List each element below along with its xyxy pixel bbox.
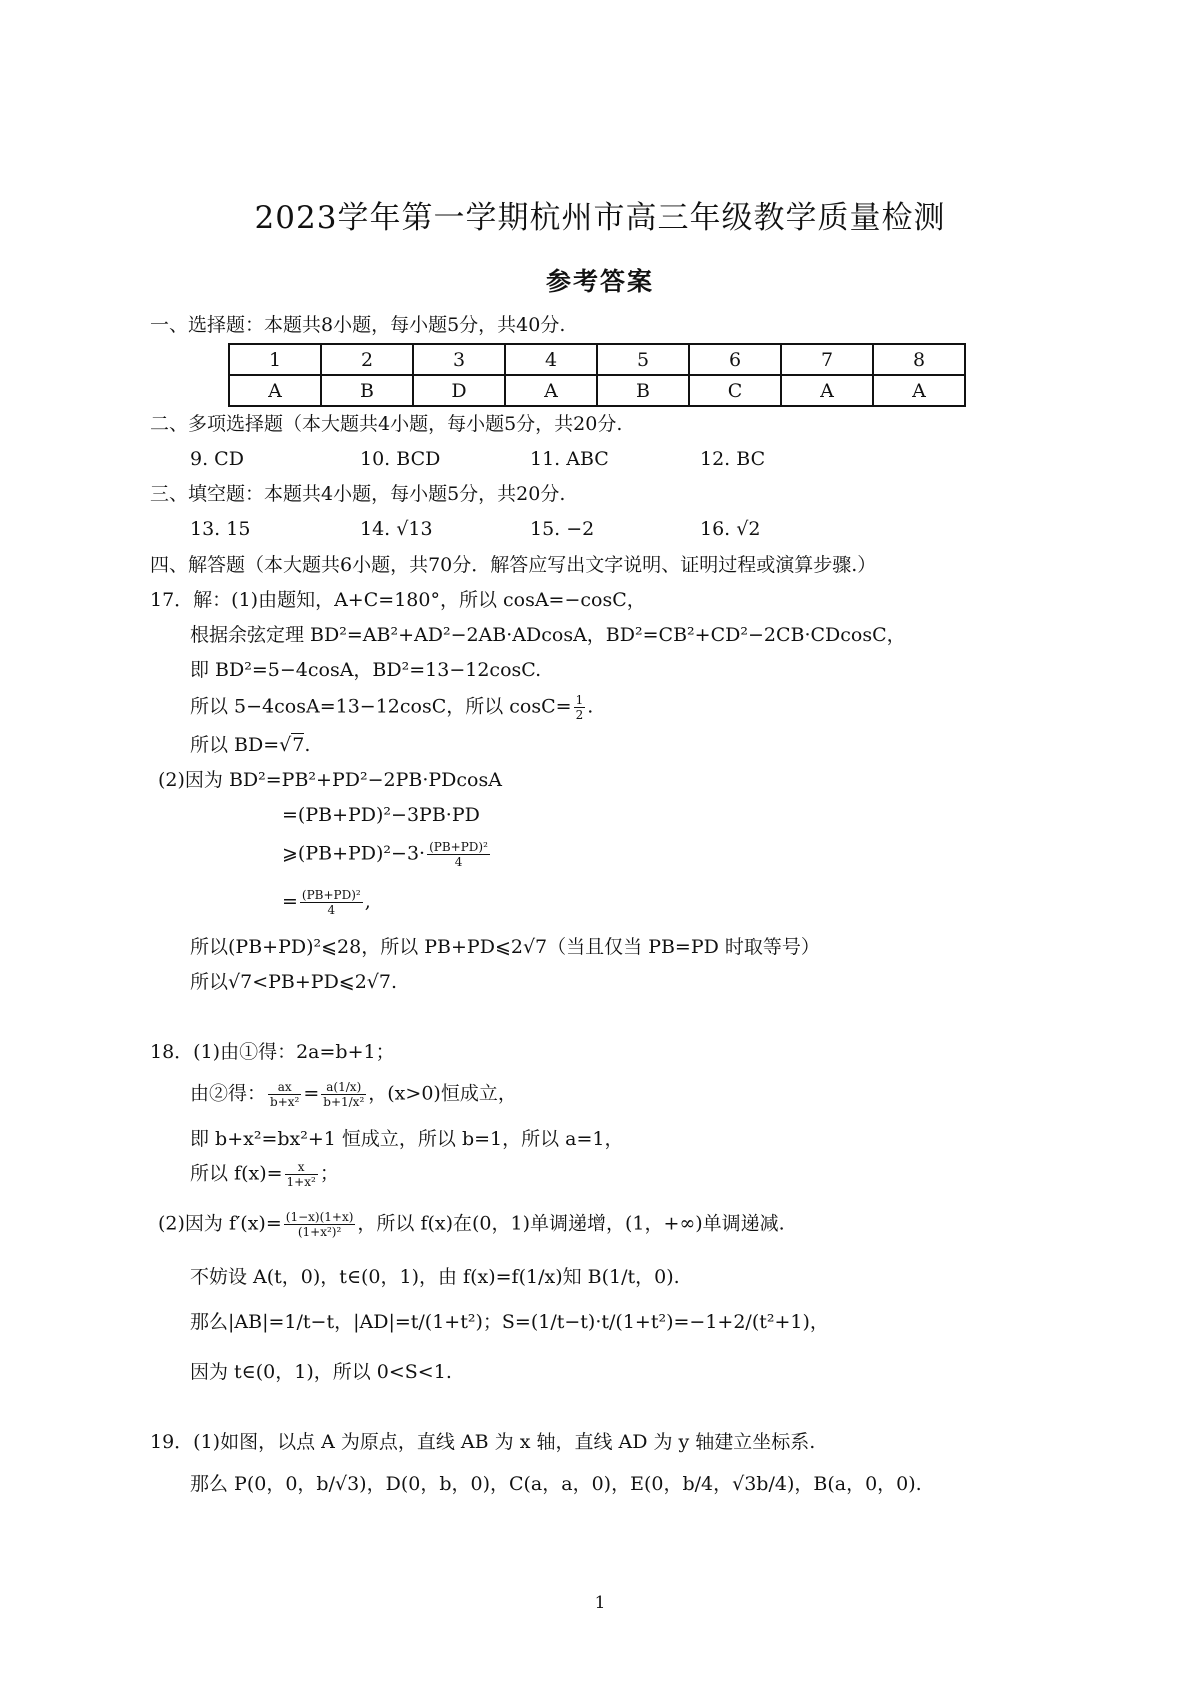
q18-text: 所以 f(x)=	[190, 1162, 283, 1185]
frac-num: (PB+PD)²	[429, 840, 488, 854]
table-cell: 2	[321, 344, 413, 375]
table-cell: B	[597, 375, 689, 406]
fraction	[284, 1210, 356, 1239]
q17-text: 所以 BD=	[190, 734, 280, 756]
table-cell: 7	[781, 344, 873, 375]
table-cell: A	[781, 375, 873, 406]
page-title: 2023学年第一学期杭州市高三年级教学质量检测	[254, 200, 946, 236]
q17-text: ⩾(PB+PD)²−3·	[282, 842, 426, 865]
section4-heading: 四、解答题（本大题共6小题，共70分．解答应写出文字说明、证明过程或演算步骤.）	[150, 554, 877, 576]
answer-item: 9. CD	[190, 448, 244, 470]
fraction	[300, 888, 363, 917]
frac-den: 4	[454, 855, 463, 869]
q18-line: 那么|AB|=1/t−t，|AD|=t/(1+t²)；S=(1/t−t)·t/(1+t²)=−1+2/(t²+1)，	[190, 1311, 829, 1333]
table-cell: 5	[597, 344, 689, 375]
q17-line: 根据余弦定理 BD²=AB²+AD²−2AB·ADcosA，BD²=CB²+CD²−2CB·CDcosC，	[190, 624, 906, 646]
frac-num: (1−x)(1+x)	[285, 1210, 354, 1224]
answer-item: 13. 15	[190, 518, 251, 540]
q18-text: ，(x>0)恒成立，	[368, 1082, 517, 1105]
frac-num: a(1/x)	[321, 1080, 366, 1095]
table-row	[229, 375, 965, 406]
frac-num: 1	[575, 693, 584, 707]
q17-line: 所以 5−4cosA=13−12cosC，所以 cosC= $\frac{1}{2}$ .	[190, 693, 594, 722]
frac-den: 4	[327, 903, 336, 917]
frac-den: 2	[575, 708, 584, 722]
q18-line: 由②得： $\frac{ax}{\text{b+x²}}$ = $\frac{a(1/x)}{\text{b+1/x²}}$ ，(x>0)恒成立，	[190, 1080, 517, 1109]
section1-heading: 一、选择题：本题共8小题，每小题5分，共40分.	[150, 314, 566, 336]
answer-item: 16. √2	[700, 518, 761, 540]
answer-item: 10. BCD	[360, 448, 441, 470]
q17-line: 所以 BD=√7.	[190, 734, 311, 756]
table-cell: A	[873, 375, 965, 406]
radicand: 7	[292, 734, 305, 756]
q19-line: 19．(1)如图，以点 A 为原点，直线 AB 为 x 轴，直线 AD 为 y 轴建立坐标系.	[150, 1431, 816, 1453]
answer-item: 15. −2	[530, 518, 595, 540]
table-cell: 3	[413, 344, 505, 375]
frac-num: x	[285, 1160, 318, 1175]
answer-item: 14. √13	[360, 518, 433, 540]
q18-text: (2)因为 f′(x)=	[158, 1212, 282, 1235]
answer-item: 11. ABC	[530, 448, 609, 470]
fraction	[574, 693, 586, 722]
frac-den: 1+x²	[286, 1175, 316, 1189]
q17-line: =(PB+PD)²−3PB·PD	[282, 804, 480, 826]
q17-line: (2)因为 BD²=PB²+PD²−2PB·PDcosA	[158, 769, 502, 791]
frac-den: (1+x²)²	[297, 1225, 342, 1239]
q17-line: 即 BD²=5−4cosA，BD²=13−12cosC.	[190, 659, 542, 681]
frac-num: ax	[268, 1080, 301, 1095]
q18-line	[158, 1210, 785, 1239]
table-cell: C	[689, 375, 781, 406]
table-cell: 4	[505, 344, 597, 375]
q17-line: 所以√7<PB+PD⩽2√7.	[190, 971, 398, 993]
table-cell: B	[321, 375, 413, 406]
frac-den: b+1/x²	[323, 1095, 365, 1109]
frac-den: b+x²	[270, 1095, 300, 1109]
q18-line: 不妨设 A(t，0)，t∈(0，1)，由 f(x)=f(1/x)知 B(1/t，0).	[190, 1266, 680, 1288]
table-cell: A	[505, 375, 597, 406]
q18-line: 即 b+x²=bx²+1 恒成立，所以 b=1，所以 a=1，	[190, 1128, 624, 1150]
table-cell: 1	[229, 344, 321, 375]
q17-line	[282, 840, 492, 869]
page-number: 1	[594, 1593, 606, 1613]
section3-heading: 三、填空题：本题共4小题，每小题5分，共20分.	[150, 483, 566, 505]
table-row	[229, 344, 965, 375]
q17-line: 17．解：(1)由题知，A+C=180°，所以 cosA=−cosC，	[150, 589, 646, 611]
page-subtitle: 参考答案	[545, 267, 654, 296]
table-cell: D	[413, 375, 505, 406]
fraction	[268, 1080, 301, 1109]
fraction	[321, 1080, 366, 1109]
q18-line: 所以 f(x)= $\frac{x}{\text{1+x²}}$ ；	[190, 1160, 339, 1189]
fraction	[427, 840, 490, 869]
table-cell: 8	[873, 344, 965, 375]
table-cell: A	[229, 375, 321, 406]
q17-line: = $\frac{\text{(PB+PD)²}}{4}$ ,	[282, 888, 371, 917]
q17-line: 所以(PB+PD)²⩽28，所以 PB+PD⩽2√7（当且仅当 PB=PD 时取等号）	[190, 936, 820, 958]
frac-num: (PB+PD)²	[301, 888, 361, 902]
q18-line: 因为 t∈(0，1)，所以 0<S<1.	[190, 1361, 452, 1383]
q17-text: 所以 5−4cosA=13−12cosC，所以 cosC=	[190, 695, 572, 718]
q18-text: 由②得：	[190, 1082, 267, 1105]
q19-line: 那么 P(0，0，b/√3)，D(0，b，0)，C(a，a，0)，E(0，b/4，√3b/4)，B(a，0，0).	[190, 1473, 922, 1495]
section2-heading: 二、多项选择题（本大题共4小题，每小题5分，共20分.	[150, 413, 623, 435]
answer-item: 12. BC	[700, 448, 766, 470]
answer-table	[228, 343, 966, 407]
fraction	[285, 1160, 318, 1189]
q18-text: ，所以 f(x)在(0，1)单调递增，(1，+∞)单调递减.	[357, 1212, 785, 1235]
table-cell: 6	[689, 344, 781, 375]
q18-line: 18．(1)由①得：2a=b+1；	[150, 1041, 395, 1063]
